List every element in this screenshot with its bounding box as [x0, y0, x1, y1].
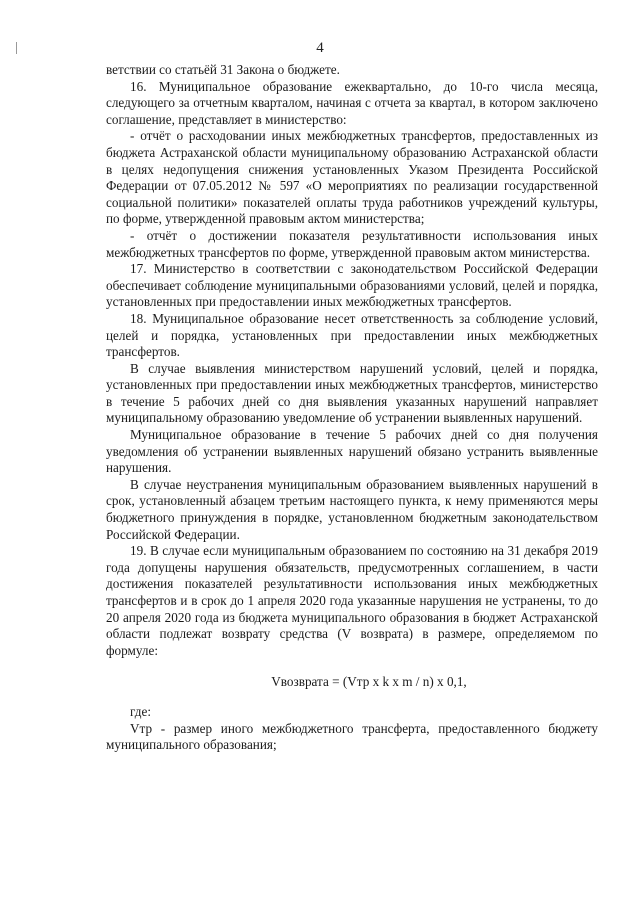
return-formula: Vвозврата = (Vтр x k x m / n) x 0,1,	[271, 674, 467, 690]
paragraph-17: 17. Министерство в соответствии с законодательством Российской Федерации обеспечивает соблюдение муниципальными образованиями условий, целей и порядка, установленных при предоставлении иных межбюджетных трансфертов.	[106, 261, 598, 310]
paragraph-18: 18. Муниципальное образование несет ответственность за соблюдение условий, целей и порядка, установленных при предоставлении иных межбюджетных трансфертов.	[106, 310, 598, 360]
where-label: где:	[130, 703, 151, 719]
paragraph-16-item-1: - отчёт о расходовании иных межбюджетных трансфертов, предоставленных из бюджета Астраханской области муниципальному образованию Астраханской области в целях недопущения снижения установленных Указом Президента Российской Федерации от 07.05.2012 № 597 «О мероприятиях по реализации государственной социальной политики» показателей оплаты труда работников учреждений культуры, по форме, утвержденной правовым актом министерства;	[106, 128, 598, 227]
page-number: 4	[316, 40, 324, 56]
paragraph-18-violations: В случае выявления министерством нарушений условий, целей и порядка, установленных при предоставлении иных межбюджетных трансфертов, министерство в течение 5 рабочих дней со дня выявления указанных нарушений направляет муниципальному образованию уведомление об устранении выявленных нарушений.	[106, 360, 598, 426]
paragraph-18-enforcement: В случае неустранения муниципальным образованием выявленных нарушений в срок, установленный абзацем третьим настоящего пункта, к нему применяются меры бюджетного принуждения в порядке, установленном бюджетным законодательством Российской Федерации.	[106, 476, 598, 542]
paragraph-continuation: ветствии со статьёй 31 Закона о бюджете.	[106, 62, 340, 77]
paragraph-18-obligation: Муниципальное образование в течение 5 рабочих дней со дня получения уведомления об устранении выявленных нарушений обязано устранить выявленные нарушения.	[106, 427, 598, 476]
document-body	[106, 62, 598, 754]
paragraph-16-item-2: - отчёт о достижении показателя результативности использования иных межбюджетных трансфертов по форме, утвержденной правовым актом министерства.	[106, 227, 598, 260]
definition-vtr: Vтр - размер иного межбюджетного трансферта, предоставленного бюджету муниципального образования;	[106, 720, 598, 753]
paragraph-19: 19. В случае если муниципальным образованием по состоянию на 31 декабря 2019 года допущены нарушения обязательств, предусмотренных соглашением, в части достижения показателей результативности использования иных межбюджетных трансфертов и в срок до 1 апреля 2020 года указанные нарушения не устранены, то до 20 апреля 2020 года из бюджета муниципального образования в бюджет Астраханской области подлежат возврату средства (V возврата) в размере, определяемом по формуле:	[106, 543, 598, 658]
paragraph-16: 16. Муниципальное образование ежеквартально, до 10-го числа месяца, следующего за отчетным кварталом, начиная с отчета за квартал, в котором заключено соглашение, представляет в министерство:	[106, 78, 598, 127]
